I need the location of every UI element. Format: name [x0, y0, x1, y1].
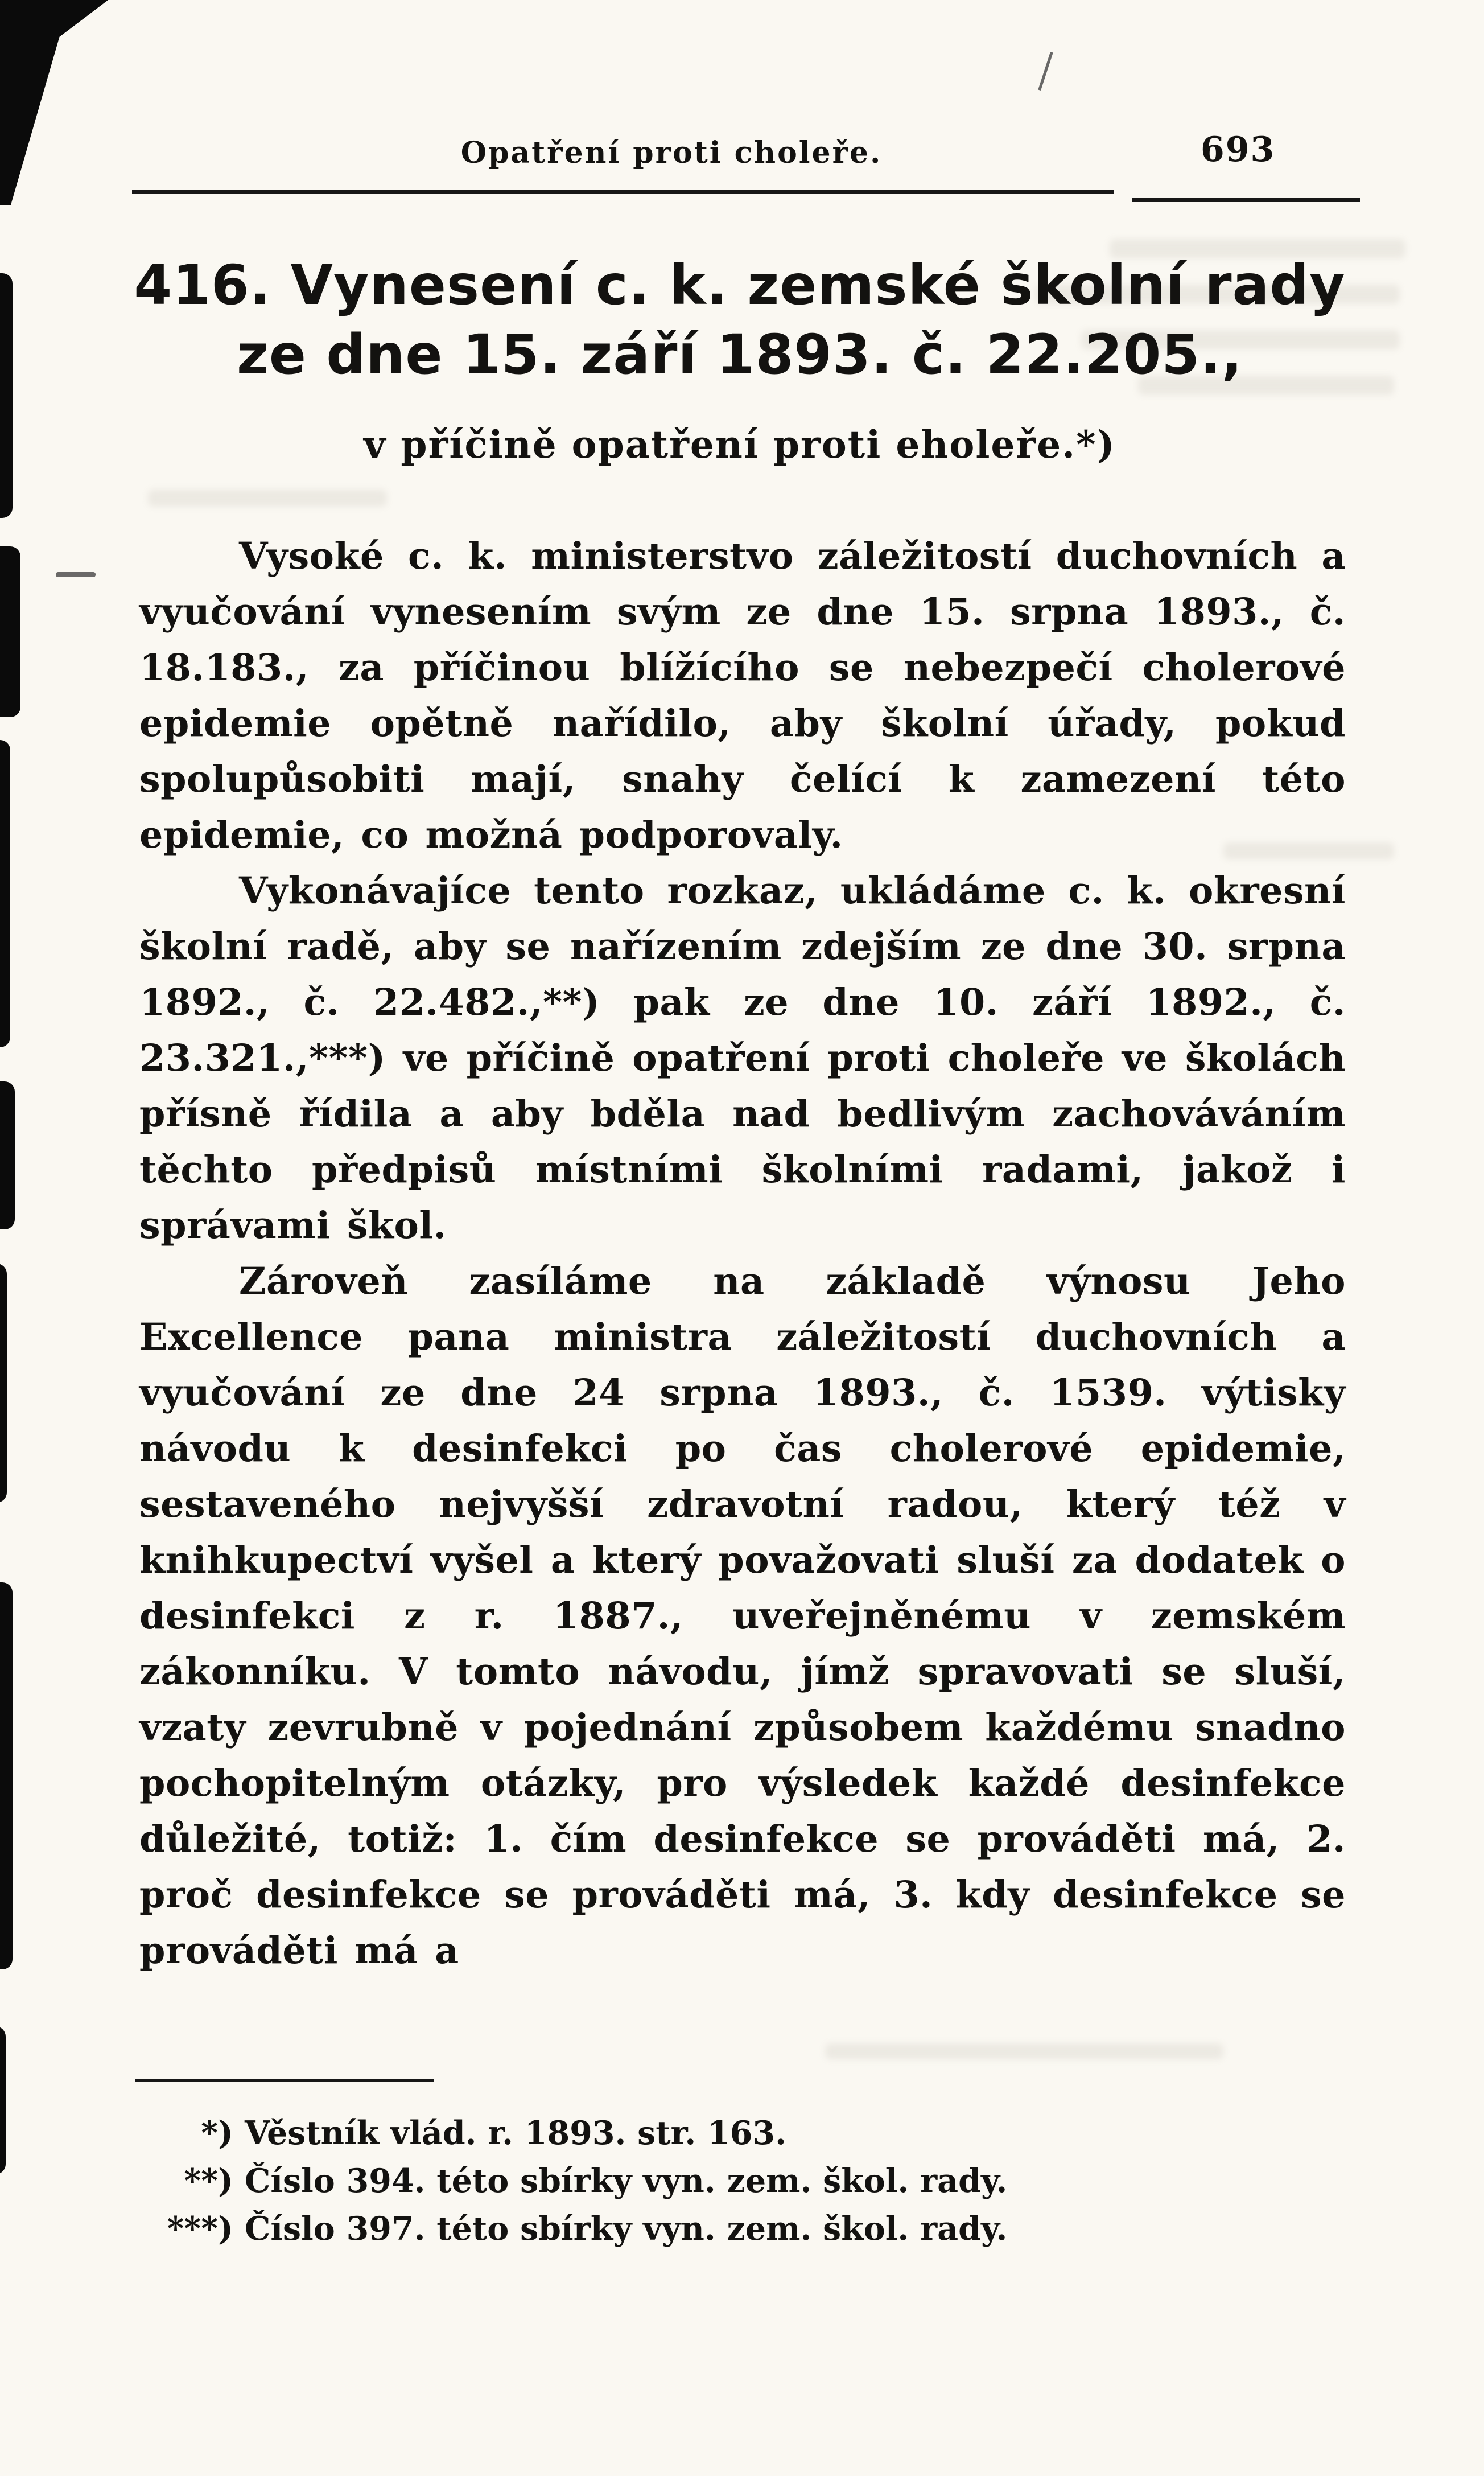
paragraph: Zároveň zasíláme na základě výnosu Jeho Excellence pana ministra záležitostí duchovních a vyučování ze dne 24 srpna 1893., č. 1539. výtisky návodu k desinfekci po čas cholerové epidemie, sestaveného nejvyšší zdravotní radou, který též v knihkupectví vyšel a který považovati sluší za dodatek o desinfekci z r. 1887., uveřejněnému v zemském zákonníku. V tomto návodu, jímž spravovati se sluší, vzaty zevrubně v pojednání způsobem každému snadno pochopitelným otázky, pro výsledek každé desinfekce důležité, totiž: 1. čím desinfekce se prováděti má, 2. proč desinfekce se prováděti má, 3. kdy desinfekce se prováděti má a — [139, 1260, 1346, 1972]
section-subtitle: v příčině opatření proti eholeře.*) — [364, 422, 1116, 467]
footnote-marker: **) — [184, 2162, 233, 2200]
footnote-item — [148, 2205, 1349, 2253]
section-title-line2: ze dne 15. září 1893. č. 22.205., — [236, 323, 1243, 386]
paragraph: Vykonávajíce tento rozkaz, ukládáme c. k. okresní školní radě, aby se nařízením zdejším ze dne 30. srpna 1892., č. 22.482.,**) pak ze dne 10. září 1892., č. 23.321.,***) ve příčině opatření proti choleře ve školách přísně řídila a aby bděla nad bedlivým zachováváním těchto předpisů místními školními radami, jakož i správami škol. — [139, 869, 1346, 1247]
header-rule-right-segment — [1132, 198, 1360, 202]
footnote-item — [148, 2157, 1349, 2205]
page-number: 693 — [1201, 130, 1276, 170]
scan-artifact-edge — [0, 1081, 15, 1229]
header-rule — [132, 190, 1114, 194]
footnote-marker: ***) — [167, 2210, 233, 2248]
body-text — [139, 528, 1346, 1979]
footnote-text: Věstník vlád. r. 1893. str. 163. — [245, 2114, 786, 2152]
bleed-through-artifact — [148, 490, 387, 507]
scan-artifact-edge — [0, 1582, 13, 1969]
section-title-line1: 416. Vynesení c. k. zemské školní rady — [134, 253, 1346, 317]
footnote-item — [148, 2109, 1349, 2157]
footnote-text: Číslo 397. této sbírky vyn. zem. škol. rady. — [245, 2210, 1008, 2248]
footnote-text: Číslo 394. této sbírky vyn. zem. škol. rady. — [245, 2162, 1008, 2200]
scan-artifact-edge — [0, 740, 10, 1047]
scan-artifact-slash — [1038, 52, 1053, 91]
footnote-rule — [135, 2079, 434, 2082]
scan-artifact-edge — [0, 546, 20, 717]
running-header-title: Opatření proti choleře. — [460, 135, 883, 170]
paragraph: Vysoké c. k. ministerstvo záležitostí duchovních a vyučování vynesením svým ze dne 15. srpna 1893., č. 18.183., za příčinou blížícího se nebezpečí cholerové epidemie opětně nařídilo, aby školní úřady, pokud spolupůsobiti mají, snahy čelící k zamezení této epidemie, co možná podporovaly. — [139, 534, 1346, 857]
scan-artifact-edge — [0, 273, 13, 518]
section-title — [114, 250, 1366, 389]
scan-artifact-edge — [0, 2026, 6, 2174]
footnotes — [148, 2109, 1349, 2253]
bleed-through-artifact — [825, 2043, 1223, 2059]
scan-artifact-edge — [0, 1264, 7, 1503]
footnote-marker: *) — [201, 2114, 233, 2152]
scan-artifact-margin-dash — [56, 572, 96, 577]
scan-artifact-corner — [0, 0, 108, 205]
